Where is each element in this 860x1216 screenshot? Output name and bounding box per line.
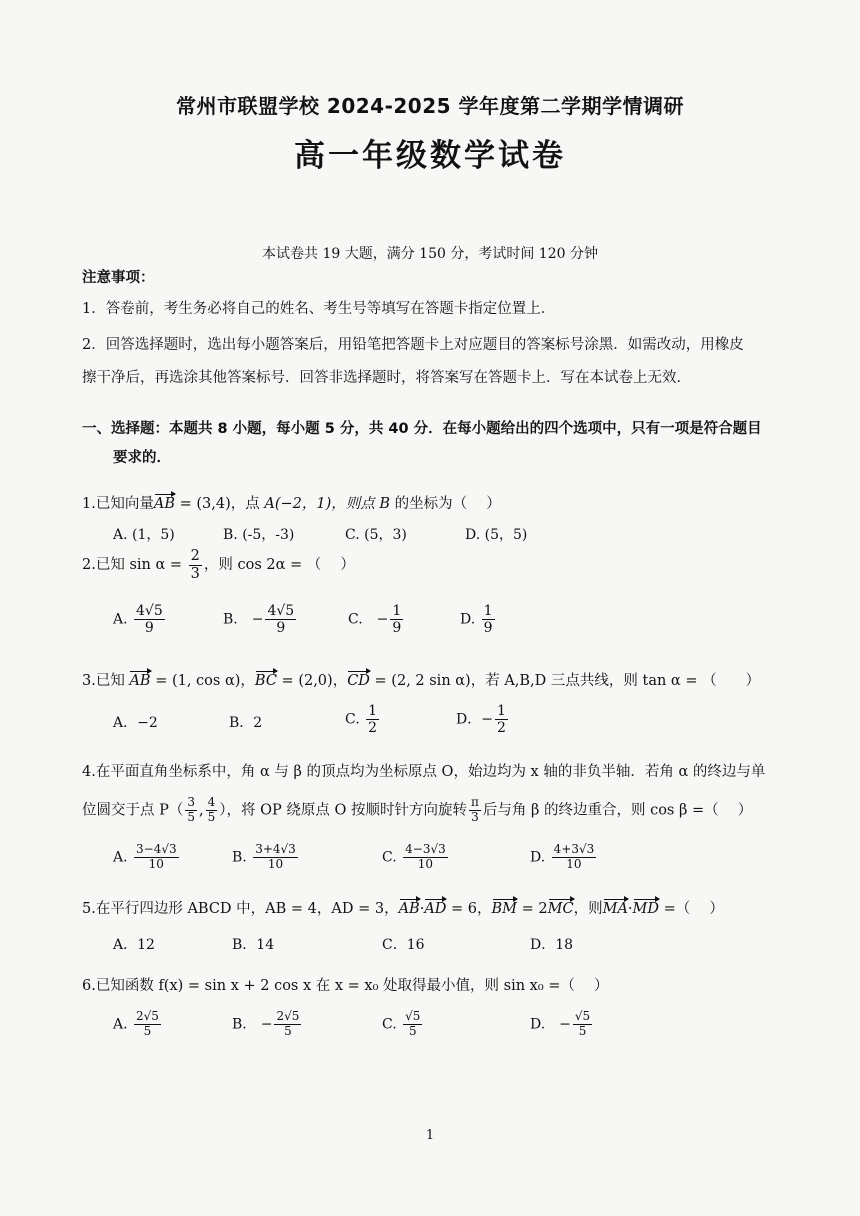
q2-option-c: C. − $\frac{1}{9}$ [348, 603, 402, 637]
q3-option-b: B．2 [229, 715, 263, 731]
q2-option-b: B. − $\frac{4√5}{9}$ [223, 603, 295, 637]
page-number: 1 [425, 1128, 435, 1143]
exam-main-title: 高一年级数学试卷 [294, 138, 566, 174]
q6-option-d: D. − $\frac{√5}{5}$ [530, 1009, 591, 1038]
exam-header-title: 常州市联盟学校 2024-2025 学年度第二学期学情调研 [175, 94, 685, 118]
q4-option-d: D. $\frac{4+3√3}{10}$ [530, 842, 595, 871]
q6-option-a: A. $\frac{2√5}{5}$ [113, 1009, 159, 1038]
q1-option-d: D. (5，5) [465, 527, 528, 543]
question-5: 5.在平行四边形 ABCD 中，AB = 4，AD = 3，AB·AD = 6，BM = 2MC，则MA·MD =（ ） [82, 901, 724, 917]
q1-option-c: C. (5，3) [345, 527, 407, 543]
q5-option-a: A．12 [113, 937, 155, 953]
q3-option-a: A．−2 [113, 715, 158, 731]
q2-option-a: A. $\frac{4√5}{9}$ [113, 603, 163, 637]
q3-option-c: C. $\frac{1}{2}$ [345, 703, 378, 737]
q5-option-b: B．14 [232, 937, 275, 953]
q4-option-a: A. $\frac{3-4√3}{10}$ [113, 842, 177, 871]
question-1: 1.已知向量AB = (3,4)，点 A(−2，1)，则点 B 的坐标为（ ） [82, 496, 501, 512]
question-4-line1: 4.在平面直角坐标系中，角 α 与 β 的顶点均为坐标原点 O，始边均为 x 轴的非负半轴．若角 α 的终边与单 [82, 764, 766, 780]
q3-option-d: D．− $\frac{1}{2}$ [456, 703, 506, 737]
q1-option-a: A. (1，5) [113, 527, 175, 543]
q4-option-b: B. $\frac{3+4√3}{10}$ [232, 842, 296, 871]
question-2: 2.已知 sin α = $\frac{2}{3}$ ，则 cos 2α = （ ） [82, 548, 355, 582]
q6-option-c: C. $\frac{√5}{5}$ [382, 1009, 421, 1038]
q5-option-d: D．18 [530, 937, 574, 953]
q6-option-b: B. − $\frac{2√5}{5}$ [232, 1009, 300, 1038]
question-3: 3.已知 AB = (1, cos α)，BC = (2,0)，CD = (2, 2 sin α)，若 A,B,D 三点共线，则 tan α = （ ） [82, 673, 761, 689]
section1-heading: 一、选择题：本题共 8 小题，每小题 5 分，共 40 分．在每小题给出的四个选项中，只有一项是符合题目 [82, 421, 762, 437]
notice-item-1: 1．答卷前，考生务必将自己的姓名、考生号等填写在答题卡指定位置上． [82, 301, 556, 317]
section1-heading-cont: 要求的． [113, 450, 171, 466]
question-4-line2: 位圆交于点 P（ $\frac{3}{5}$ , $\frac{4}{5}$ ），将 OP 绕原点 O 按顺时针方向旋转 $\frac{\pi}{3}$ 后与角 β 的终边重合，则 cos β =（ ） [82, 795, 753, 824]
notice-heading: 注意事项： [82, 270, 155, 286]
question-6: 6.已知函数 f(x) = sin x + 2 cos x 在 x = x₀ 处取得最小值，则 sin x₀ =（ ） [82, 978, 609, 994]
q5-option-c: C．16 [382, 937, 425, 953]
exam-info: 本试卷共 19 大题，满分 150 分，考试时间 120 分钟 [262, 246, 598, 262]
notice-item-2-line1: 2．回答选择题时，选出每小题答案后，用铅笔把答题卡上对应题目的答案标号涂黑．如需改动，用橡皮 [82, 337, 744, 353]
notice-item-2-line2: 擦干净后，再选涂其他答案标号．回答非选择题时，将答案写在答题卡上．写在本试卷上无效． [82, 370, 691, 386]
q4-option-c: C. $\frac{4-3√3}{10}$ [382, 842, 446, 871]
q2-option-d: D. $\frac{1}{9}$ [460, 603, 493, 637]
q1-option-b: B. (-5，-3) [223, 527, 295, 543]
